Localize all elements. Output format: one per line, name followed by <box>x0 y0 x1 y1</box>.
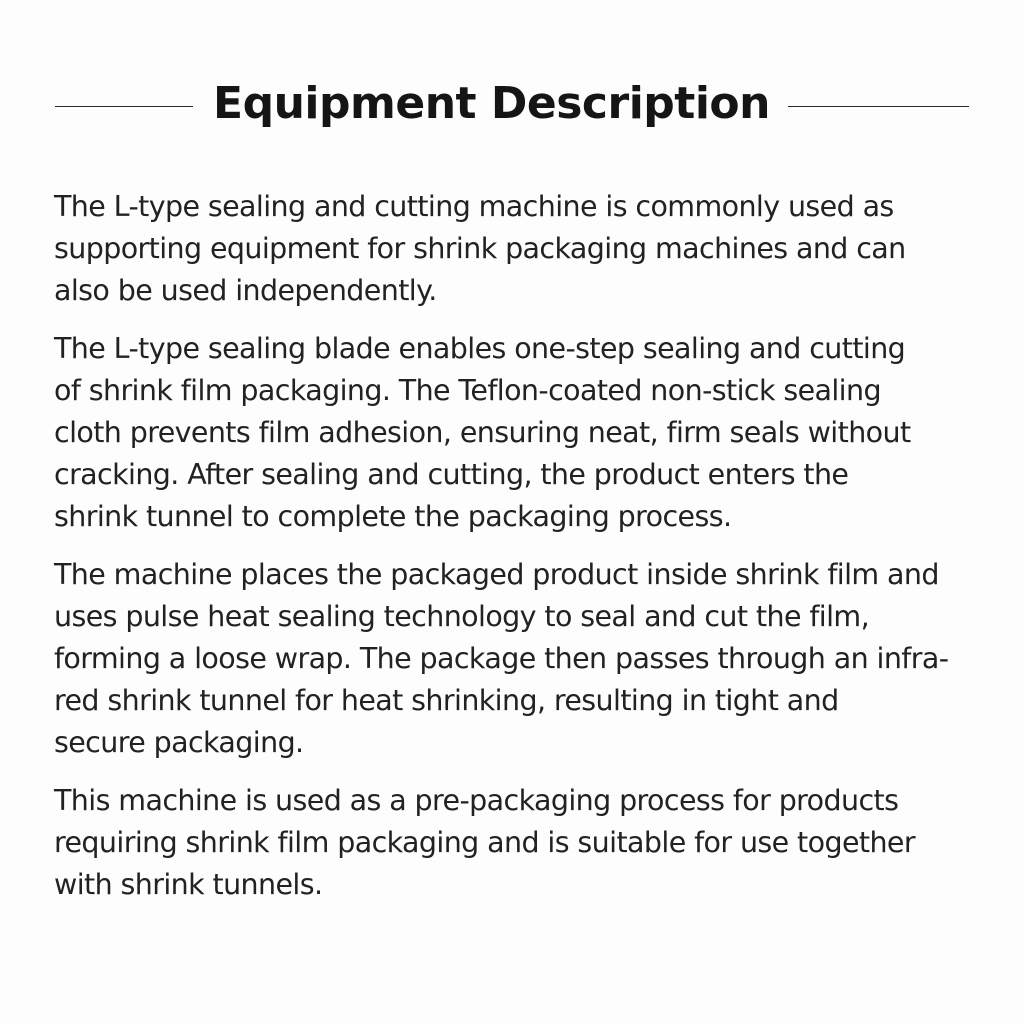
text-line: This machine is used as a pre-packaging process for products <box>54 784 899 817</box>
section-header <box>0 72 1024 136</box>
paragraph-intro <box>54 186 984 312</box>
text-line: shrink tunnel to complete the packaging process. <box>54 500 732 533</box>
text-line: also be used independently. <box>54 274 437 307</box>
title-rule-right <box>788 106 969 107</box>
title-rule-left <box>55 106 193 107</box>
text-line: requiring shrink film packaging and is suitable for use together <box>54 826 915 859</box>
text-line: of shrink film packaging. The Teflon-coated non-stick sealing <box>54 374 881 407</box>
text-line: forming a loose wrap. The package then passes through an infra- <box>54 642 949 675</box>
text-line: The machine places the packaged product inside shrink film and <box>54 558 939 591</box>
text-line: secure packaging. <box>54 726 304 759</box>
text-line: red shrink tunnel for heat shrinking, resulting in tight and <box>54 684 839 717</box>
text-line: cracking. After sealing and cutting, the product enters the <box>54 458 849 491</box>
text-line: cloth prevents film adhesion, ensuring neat, firm seals without <box>54 416 911 449</box>
paragraph-process <box>54 554 984 764</box>
text-line: The L-type sealing and cutting machine is commonly used as <box>54 190 894 223</box>
text-line: uses pulse heat sealing technology to seal and cut the film, <box>54 600 870 633</box>
paragraph-sealing-blade <box>54 328 984 538</box>
text-line: with shrink tunnels. <box>54 868 323 901</box>
paragraph-usage <box>54 780 984 906</box>
text-line: The L-type sealing blade enables one-step sealing and cutting <box>54 332 906 365</box>
description-body <box>54 186 984 906</box>
text-line: supporting equipment for shrink packaging machines and can <box>54 232 906 265</box>
page-title: Equipment Description <box>213 78 770 129</box>
